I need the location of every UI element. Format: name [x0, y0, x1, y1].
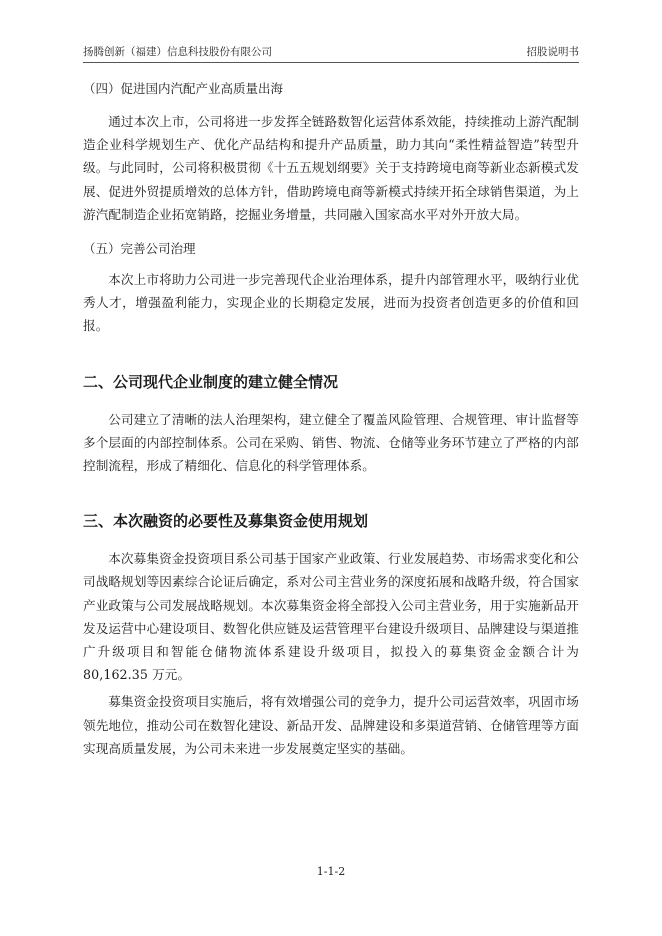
part3-heading: 三、本次融资的必要性及募集资金使用规划: [83, 512, 369, 531]
part3-paragraph-2: 募集资金投资项目实施后，将有效增强公司的竞争力，提升公司运营效率，巩固市场领先地位，推动公司在数智化建设、新品开发、品牌建设和多渠道营销、仓储管理等方面实现高质量发展，为公司未来进一步发展奠定坚实的基础。: [83, 694, 579, 756]
section4-paragraph: 通过本次上市，公司将进一步发挥全链路数智化运营体系效能，持续推动上游汽配制造企业科学规划生产、优化产品结构和提升产品质量，助力其向“柔性精益智造”转型升级。与此同时，公司将积极贯彻《十五五规划纲要》关于支持跨境电商等新业态新模式发展、促进外贸提质增效的总体方针，借助跨境电商等新模式持续开拓全球销售渠道，为上游汽配制造企业拓宽销路，挖掘业务增量，共同融入国家高水平对外开放大局。: [83, 114, 579, 222]
section4-heading: （四）促进国内汽配产业高质量出海: [83, 81, 284, 96]
part2-paragraph: 公司建立了清晰的法人治理架构，建立健全了覆盖风险管理、合规管理、审计监督等多个层面的内部控制体系。公司在采购、销售、物流、仓储等业务环节建立了严格的内部控制流程，形成了精细化、信息化的科学管理体系。: [83, 411, 579, 474]
section5-paragraph: 本次上市将助力公司进一步完善现代企业治理体系，提升内部管理水平，吸纳行业优秀人才，增强盈利能力，实现企业的长期稳定发展，进而为投资者创造更多的价值和回报。: [83, 272, 579, 334]
header-divider: [83, 62, 579, 63]
part2-heading: 二、公司现代企业制度的建立健全情况: [83, 372, 339, 391]
page-number: 1-1-2: [316, 865, 346, 878]
page-header: [83, 44, 579, 64]
page-body: [83, 80, 579, 760]
section5-heading: （五）完善公司治理: [83, 241, 196, 257]
header-company-name: 扬腾创新（福建）信息科技股份有限公司: [83, 46, 272, 58]
header-document-type: 招股说明书: [526, 46, 579, 58]
part3-paragraph-1: 本次募集资金投资项目系公司基于国家产业政策、行业发展趋势、市场需求变化和公司战略规划等因素综合论证后确定，系对公司主营业务的深度拓展和战略升级，符合国家产业政策与公司发展战略规划。本次募集资金将全部投入公司主营业务，用于实施新品开发及运营中心建设项目、数智化供应链及运营管理平台建设升级项目、品牌建设与渠道推广升级项目和智能仓储物流体系建设升级项目，拟投入的募集资金金额合计为 80,162.35 万元。: [83, 551, 579, 683]
